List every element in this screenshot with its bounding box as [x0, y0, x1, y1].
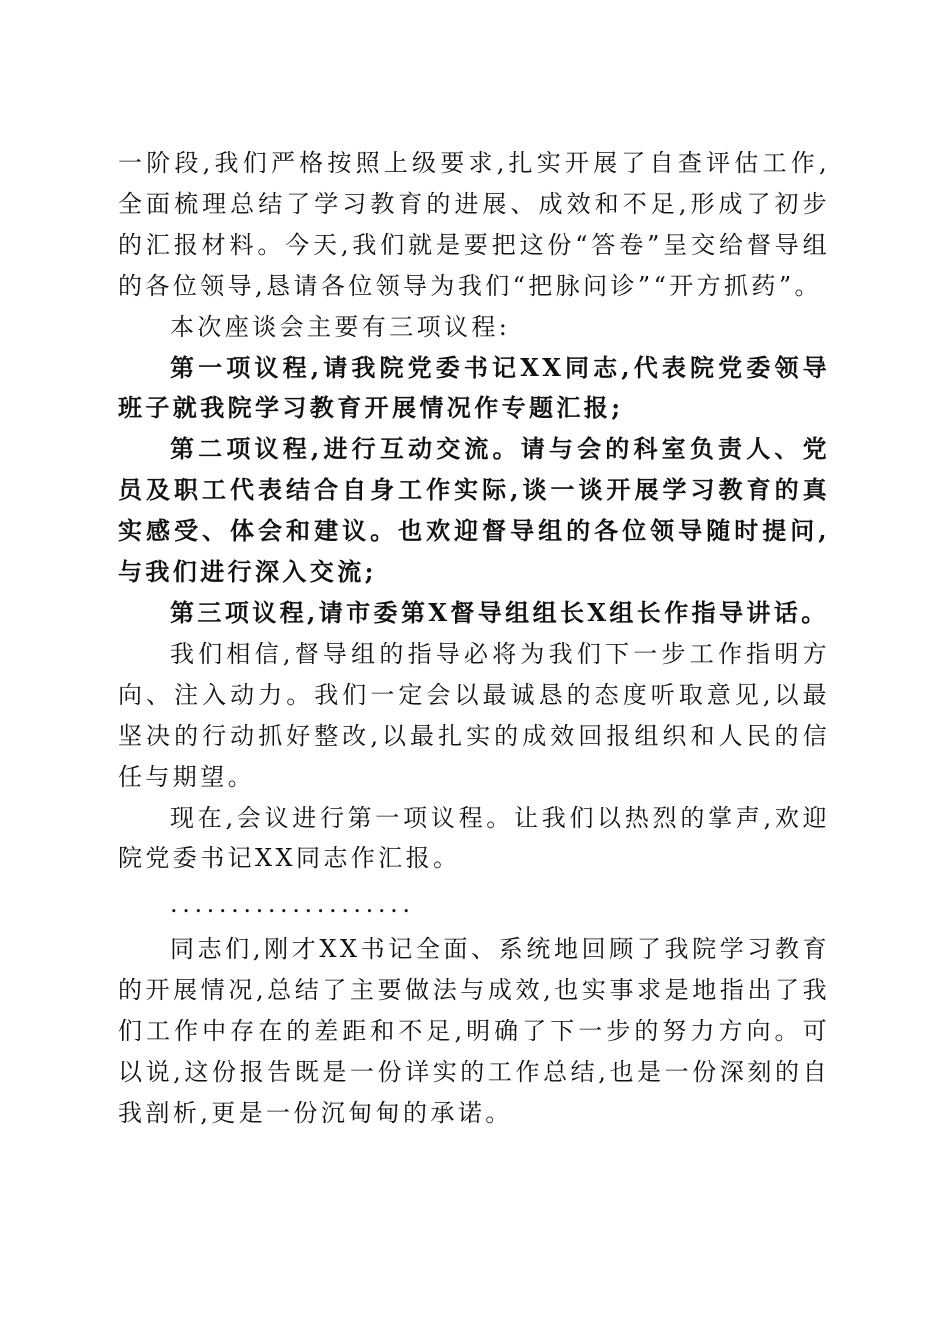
- paragraph-transition: 现在,会议进行第一项议程。让我们以热烈的掌声,欢迎院党委书记XX同志作汇报。: [118, 803, 830, 873]
- paragraph-agenda-intro: 本次座谈会主要有三项议程:: [170, 312, 511, 341]
- paragraph-continuation: 一阶段,我们严格按照上级要求,扎实开展了自查评估工作,全面梳理总结了学习教育的进展、成效和不足,形成了初步的汇报材料。今天,我们就是要把这份“答卷”呈交给督导组的各位领导,恳请各位领导为我们“把脉问诊”“开方抓药”。: [118, 149, 830, 300]
- paragraph-agenda-item-3: 第三项议程,请市委第X督导组组长X组长作指导讲话。: [170, 597, 829, 627]
- paragraph-agenda-item-1: 第一项议程,请我院党委书记XX同志,代表院党委领导班子就我院学习教育开展情况作专题汇报;: [118, 352, 830, 423]
- document-page: [118, 143, 830, 1134]
- paragraph-agenda-item-2: 第二项议程,进行互动交流。请与会的科室负责人、党员及职工代表结合自身工作实际,谈一谈开展学习教育的真实感受、体会和建议。也欢迎督导组的各位领导随时提问,与我们进行深入交流;: [118, 434, 830, 587]
- paragraph-belief: 我们相信,督导组的指导必将为我们下一步工作指明方向、注入动力。我们一定会以最诚恳的态度听取意见,以最坚决的行动抓好整改,以最扎实的成效回报组织和人民的信任与期望。: [118, 639, 830, 791]
- paragraph-closing: 同志们,刚才XX书记全面、系统地回顾了我院学习教育的开展情况,总结了主要做法与成效,也实事求是地指出了我们工作中存在的差距和不足,明确了下一步的努力方向。可以说,这份报告既是一份详实的工作总结,也是一份深刻的自我剖析,更是一份沉甸甸的承诺。: [118, 935, 830, 1127]
- separator-dots: ....................: [170, 890, 415, 919]
